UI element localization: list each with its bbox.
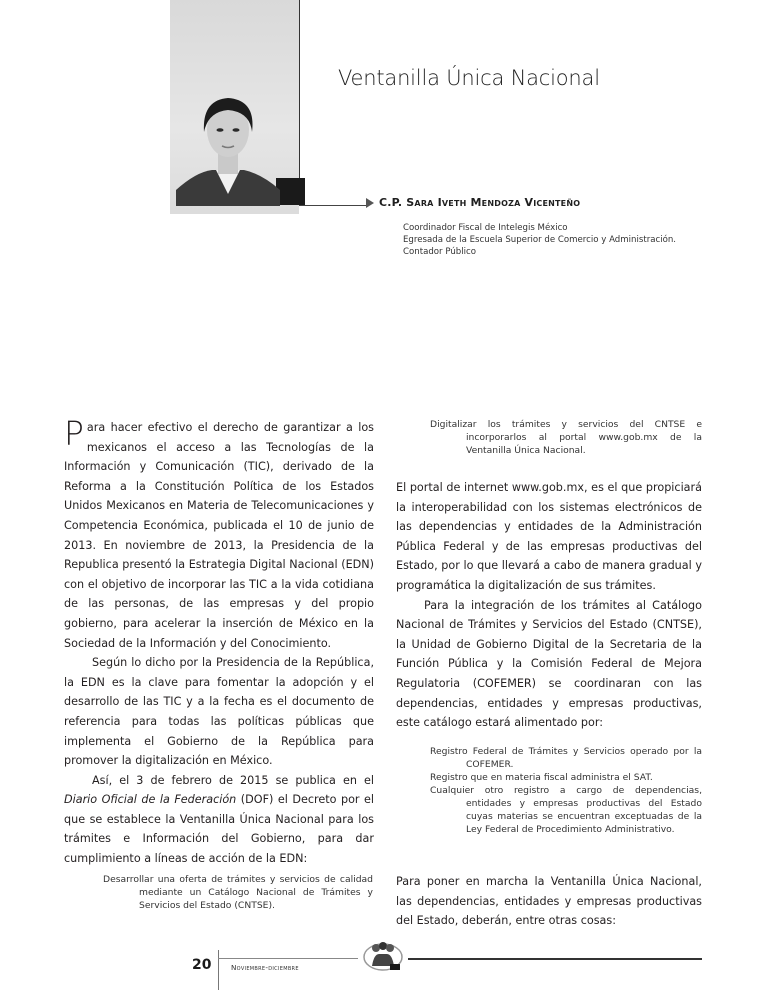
author-name: C.P. Sara Iveth Mendoza Vicenteño [379, 196, 581, 209]
paragraph: Para la integración de los trámites al Catálogo Nacional de Trámites y Servicios del Estado (CNTSE), la Unidad de Gobierno Digital de la Secretaria de la Función Pública y la Comisión Federal de Mejora Regulatoria (COFEMER) se coordinaran con las dependencias, entidades y empresas productivas, este catálogo estará alimentado por: [396, 598, 702, 730]
author-line [366, 196, 580, 209]
drop-cap: P [64, 414, 84, 453]
registry-list [430, 745, 702, 836]
author-bio [403, 222, 676, 258]
footer-rule-thick [408, 958, 702, 960]
footer-vertical-rule [218, 950, 219, 990]
bio-line: Contador Público [403, 247, 477, 257]
bio-line: Coordinador Fiscal de Intelegis México [403, 223, 568, 233]
list-item: Registro Federal de Trámites y Servicios operado por la COFEMER. [430, 746, 702, 770]
publication-name: Diario Oficial de la Federación [64, 793, 237, 807]
paragraph: Para poner en marcha la Ventanilla Única Nacional, las dependencias, entidades y empresas productivas del Estado, deberán, entre otras cosas: [396, 875, 702, 928]
paragraph [64, 414, 374, 653]
right-column-closing [396, 872, 702, 931]
paragraph: Según lo dicho por la Presidencia de la República, la EDN es la clave para fomentar la adopción y el desarrollo de las TIC y a la fecha es el documento de referencia para todas las políticas públicas que implementa el Gobierno de la República para promover la digitalización en México. [64, 656, 374, 768]
bio-line: Egresada de la Escuela Superior de Comercio y Administración. [403, 235, 677, 245]
photo-band [170, 0, 299, 214]
list-item: Digitalizar los trámites y servicios del CNTSE e incorporarlos al portal www.gob.mx de la Ventanilla Única Nacional. [430, 419, 702, 456]
list-item: Desarrollar una oferta de trámites y servicios de calidad mediante un Catálogo Nacional de Trámites y Servicios del Estado (CNTSE). [103, 874, 373, 911]
paragraph [64, 771, 374, 869]
header-horizontal-rule [299, 205, 367, 206]
paragraph-text: Así, el 3 de febrero de 2015 se publica en el [92, 773, 374, 787]
left-column [64, 414, 374, 869]
publisher-logo-icon [360, 940, 406, 974]
article-title: Ventanilla Única Nacional [338, 66, 600, 90]
page-number: 20 [192, 957, 212, 973]
issue-label: Noviembre-diciembre [231, 963, 299, 972]
header-vertical-rule [299, 0, 300, 178]
paragraph: El portal de internet www.gob.mx, es el que propiciará la interoperabilidad con los sistemas electrónicos de las dependencias y entidades de la Administración Pública Federal y de las empresas productivas del Estado, por lo que llevará a cabo de manera gradual y programática la digitalización de sus trámites. [396, 481, 702, 592]
right-column [396, 478, 702, 733]
list-item: Registro que en materia fiscal administra el SAT. [430, 772, 653, 783]
paragraph-text: ara hacer efectivo el derecho de garantizar a los mexicanos el acceso a las Tecnologías de la Información y Comunicación (TIC), derivado de la Reforma a la Constitución Política de los Estados Unidos Mexicanos en Materia de Telecomunicaciones y Competencia Económica, publicada el 10 de junio de 2013. En noviembre de 2013, la Presidencia de la Republica presentó la Estrategia Digital Nacional (EDN) con el objetivo de incorporar las TIC a la vida cotidiana de las personas, de las empresas y del propio gobierno, para acelerar la inserción de México en la Sociedad de la Información y del Conocimiento. [64, 421, 374, 650]
author-portrait [176, 86, 280, 206]
decorative-black-square [276, 178, 305, 205]
list-item: Cualquier otro registro a cargo de dependencias, entidades y empresas productivas del Estado cuyas materias se encuentran exceptuadas de la Ley Federal de Procedimiento Administrativo. [430, 785, 702, 835]
paragraph-text: (DOF) el Decreto por el que se establece la Ventanilla Única Nacional para los trámites e Información del Gobierno, para dar cumplimiento a líneas de acción de la EDN: [64, 793, 374, 866]
footer-rule [218, 958, 358, 959]
triangle-arrow-icon [366, 198, 374, 208]
